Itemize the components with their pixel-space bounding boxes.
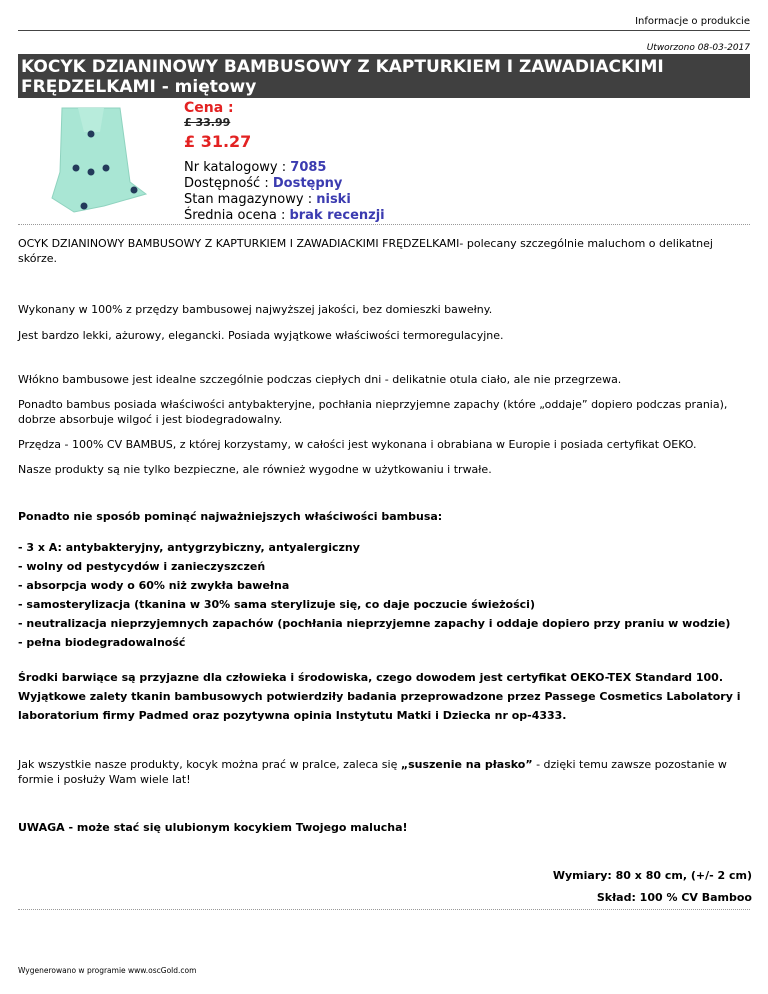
rating-label: Średnia ocena : bbox=[184, 208, 286, 223]
tassel-5 bbox=[131, 187, 138, 194]
certificate-line-2: Wyjątkowe zalety tkanin bambusowych potwierdziły badania przeprowadzone przez Passege Cosmetics Labolatory i bbox=[18, 690, 741, 703]
feature-item: - pełna biodegradowalność bbox=[18, 636, 186, 649]
feature-item: - neutralizacja nieprzyjemnych zapachów (pochłania nieprzyjemne zapachy i oddaje dopiero przy praniu w wodzie) bbox=[18, 617, 731, 630]
tassel-3 bbox=[103, 165, 110, 172]
stock-value: niski bbox=[316, 192, 351, 207]
feature-item: - samosterylizacja (tkanina w 30% sama sterylizuje się, co daje poczucie świeżości) bbox=[18, 598, 535, 611]
footer-generated: Wygenerowano w programie www.oscGold.com bbox=[18, 966, 197, 975]
description-p4: Włókno bambusowe jest idealne szczególnie podczas ciepłych dni - delikatnie otula ciało, ale nie przegrzewa. bbox=[18, 373, 622, 386]
product-image bbox=[34, 102, 148, 214]
description-p1: OCYK DZIANINOWY BAMBUSOWY Z KAPTURKIEM I ZAWADIACKIMI FRĘDZELKAMI- polecany szczególnie maluchom o delikatnej skórze. bbox=[18, 237, 713, 265]
catalog-label: Nr katalogowy : bbox=[184, 160, 287, 175]
washing-text-before: Jak wszystkie nasze produkty, kocyk można prać w pralce, zaleca się bbox=[18, 758, 401, 771]
feature-item: - wolny od pestycydów i zanieczyszczeń bbox=[18, 560, 266, 573]
catalog-value: 7085 bbox=[290, 160, 327, 175]
divider-bottom bbox=[18, 909, 750, 910]
certificate-line-3: laboratorium firmy Padmed oraz pozytywna opinia Instytutu Matki i Dziecka nr op-4333. bbox=[18, 709, 567, 722]
feature-item: - 3 x A: antybakteryjny, antygrzybiczny, antyalergiczny bbox=[18, 541, 360, 554]
product-description bbox=[18, 236, 752, 905]
washing-highlight: „suszenie na płasko” bbox=[400, 758, 533, 771]
tassel-1 bbox=[88, 131, 95, 138]
divider-top bbox=[18, 224, 750, 225]
description-p3: Jest bardzo lekki, ażurowy, elegancki. Posiada wyjątkowe właściwości termoregulacyjne. bbox=[18, 329, 504, 342]
product-meta bbox=[184, 160, 385, 224]
header-rule bbox=[18, 30, 750, 31]
features-title: Ponadto nie sposób pominąć najważniejszych właściwości bambusa: bbox=[18, 510, 443, 523]
feature-item: - absorpcja wody o 60% niż zwykła bawełna bbox=[18, 579, 290, 592]
composition: Skład: 100 % CV Bamboo bbox=[596, 891, 752, 904]
tassel-4 bbox=[88, 169, 95, 176]
washing-text-after: - dzięki temu zawsze pozostanie w formie i posłuży Wam wiele lat! bbox=[18, 758, 727, 786]
certificate-line-1: Środki barwiące są przyjazne dla człowieka i środowiska, czego dowodem jest certyfikat OEKO-TEX Standard 100. bbox=[18, 671, 724, 684]
availability-row bbox=[184, 176, 385, 192]
rating-value: brak recenzji bbox=[289, 208, 385, 223]
created-date: Utworzono 08-03-2017 bbox=[646, 43, 750, 53]
price-new: £ 31.27 bbox=[184, 132, 252, 151]
product-title: KOCYK DZIANINOWY BAMBUSOWY Z KAPTURKIEM I ZAWADIACKIMI FRĘDZELKAMI - miętowy bbox=[18, 54, 750, 98]
price-old: £ 33.99 bbox=[184, 116, 231, 129]
tassel-6 bbox=[81, 203, 88, 210]
availability-label: Dostępność : bbox=[184, 176, 269, 191]
description-p5: Ponadto bambus posiada właściwości antybakteryjne, pochłania nieprzyjemne zapachy (które „oddaje” dopiero podczas prania), dobrze absorbuje wilgoć i jest biodegradowalny. bbox=[18, 398, 728, 426]
dimensions: Wymiary: 80 x 80 cm, (+/- 2 cm) bbox=[552, 869, 752, 882]
product-info bbox=[184, 100, 385, 224]
availability-value: Dostępny bbox=[272, 176, 343, 191]
stock-label: Stan magazynowy : bbox=[184, 192, 313, 207]
price-label: Cena : bbox=[184, 100, 234, 116]
description-p2: Wykonany w 100% z przędzy bambusowej najwyższej jakości, bez domieszki bawełny. bbox=[18, 303, 493, 316]
header-link[interactable]: Informacje o produkcie bbox=[635, 16, 750, 27]
stock-row bbox=[184, 192, 385, 208]
description-p7: Nasze produkty są nie tylko bezpieczne, ale również wygodne w użytkowaniu i trwałe. bbox=[18, 463, 492, 476]
description-p6: Przędza - 100% CV BAMBUS, z której korzystamy, w całości jest wykonana i obrabiana w Europie i posiada certyfikat OEKO. bbox=[18, 438, 697, 451]
catalog-row bbox=[184, 160, 385, 176]
washing-info bbox=[18, 757, 752, 787]
rating-row bbox=[184, 208, 385, 224]
warning-note: UWAGA - może stać się ulubionym kocykiem Twojego malucha! bbox=[18, 821, 408, 834]
tassel-2 bbox=[73, 165, 80, 172]
